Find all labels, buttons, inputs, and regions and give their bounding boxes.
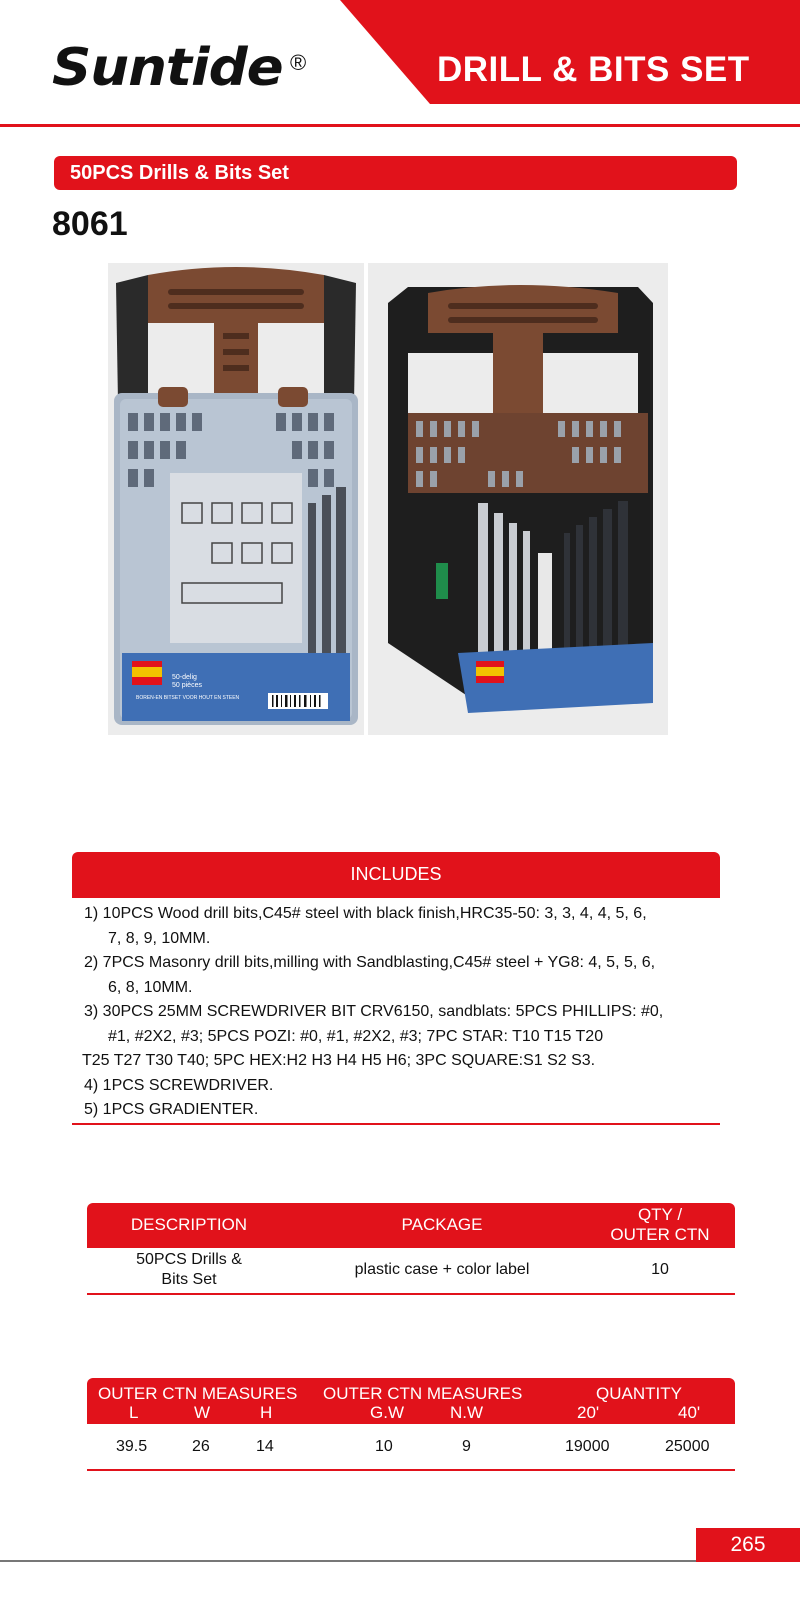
package-desc-nl: BOREN-EN BITSET VOOR HOUT EN STEEN xyxy=(136,695,240,701)
includes-divider xyxy=(72,1123,720,1125)
cell-description-1: 50PCS Drills & xyxy=(136,1251,242,1268)
subheader-l: L xyxy=(129,1403,139,1422)
header-divider xyxy=(0,124,800,127)
list-item-continuation: 6, 8, 10MM. xyxy=(108,978,193,996)
package-table-divider xyxy=(87,1293,735,1295)
subheader-h: H xyxy=(260,1403,273,1422)
package-count-nl: 50-delig xyxy=(172,674,197,681)
includes-title: INCLUDES xyxy=(350,864,442,884)
closed-case-illustration xyxy=(108,263,364,735)
page-number: 265 xyxy=(730,1533,766,1556)
product-name: 50PCS Drills & Bits Set xyxy=(70,162,289,184)
product-photo-closed xyxy=(108,263,364,735)
cell-qty-40ft: 25000 xyxy=(665,1438,710,1455)
catalog-section-title: DRILL & BITS SET xyxy=(437,50,750,89)
product-code: 8061 xyxy=(52,205,128,243)
list-item-continuation: #1, #2X2, #3; 5PCS POZI: #0, #1, #2X2, #3; 7PC STAR: T10 T15 T20 xyxy=(108,1027,604,1045)
list-item: 4) 1PCS SCREWDRIVER. xyxy=(84,1076,274,1094)
column-header-package: PACKAGE xyxy=(401,1215,483,1234)
subheader-gw: G.W xyxy=(370,1403,404,1422)
list-item-continuation: 7, 8, 9, 10MM. xyxy=(108,929,211,947)
subheader-40ft: 40' xyxy=(678,1403,701,1422)
subheader-w: W xyxy=(194,1403,211,1422)
list-item-continuation: T25 T27 T30 T40; 5PC HEX:H2 H3 H4 H5 H6; 3PC SQUARE:S1 S2 S3. xyxy=(82,1052,596,1069)
list-item: 2) 7PCS Masonry drill bits,milling with Sandblasting,C45# steel + YG8: 4, 5, 5, 6, xyxy=(84,954,656,971)
registered-mark: ® xyxy=(290,50,307,75)
cell-width: 26 xyxy=(192,1438,210,1455)
list-item: 3) 30PCS 25MM SCREWDRIVER BIT CRV6150, sandblats: 5PCS PHILLIPS: #0, xyxy=(84,1003,664,1020)
cell-description-2: Bits Set xyxy=(161,1271,217,1288)
cell-length: 39.5 xyxy=(116,1438,148,1455)
includes-list xyxy=(84,902,724,1123)
cell-gross-weight: 10 xyxy=(375,1438,393,1455)
list-item: 5) 1PCS GRADIENTER. xyxy=(84,1101,259,1118)
column-header-outer-ctn: OUTER CTN xyxy=(610,1225,710,1244)
cell-qty-20ft: 19000 xyxy=(565,1438,610,1455)
open-case-illustration xyxy=(368,263,668,735)
subheader-nw: N.W xyxy=(450,1403,484,1422)
product-photo-open xyxy=(368,263,668,735)
cell-net-weight: 9 xyxy=(462,1438,471,1455)
group-header-quantity: QUANTITY xyxy=(596,1384,682,1403)
list-item: 1) 10PCS Wood drill bits,C45# steel with black finish,HRC35-50: 3, 3, 4, 4, 5, 6, xyxy=(84,905,647,922)
cell-height: 14 xyxy=(256,1438,274,1455)
subheader-20ft: 20' xyxy=(577,1403,600,1422)
group-header-measures: OUTER CTN MEASURES xyxy=(98,1384,298,1403)
column-header-qty: QTY / xyxy=(637,1205,683,1224)
package-count-fr: 50 pièces xyxy=(172,682,202,689)
carton-table-divider xyxy=(87,1469,735,1471)
cell-qty: 10 xyxy=(651,1261,669,1278)
cell-package: plastic case + color label xyxy=(354,1261,530,1278)
column-header-description: DESCRIPTION xyxy=(130,1215,248,1234)
brand-logo: Suntide xyxy=(52,38,283,98)
group-header-weights: OUTER CTN MEASURES xyxy=(323,1384,523,1403)
footer-line xyxy=(0,1560,800,1562)
